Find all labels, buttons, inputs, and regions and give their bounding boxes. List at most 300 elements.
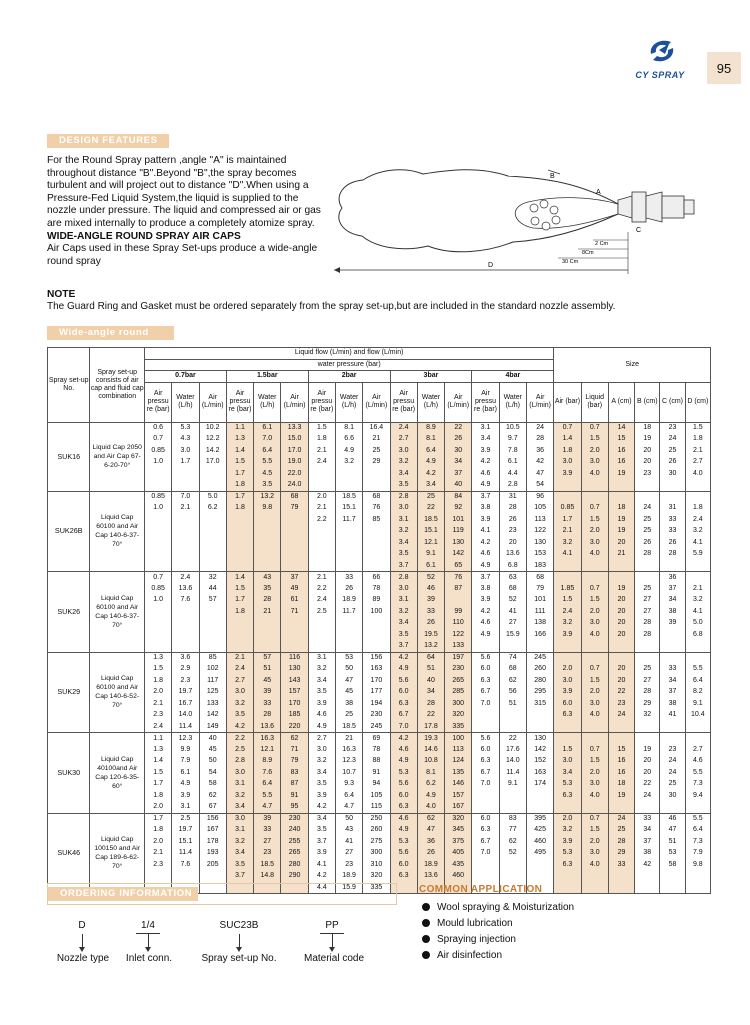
- table-cell: [172, 560, 199, 572]
- table-cell: 157: [281, 687, 308, 699]
- table-row: [48, 629, 711, 641]
- table-row: [48, 698, 711, 710]
- table-cell: 265: [445, 675, 472, 687]
- table-cell: [635, 882, 660, 894]
- table-row: [48, 606, 711, 618]
- table-cell: 3.1: [308, 652, 335, 664]
- table-cell: 24.0: [281, 480, 308, 492]
- table-cell: [581, 733, 608, 745]
- table-cell: [581, 721, 608, 733]
- table-cell: 68: [363, 491, 390, 503]
- table-cell: 300: [445, 698, 472, 710]
- table-cell: [581, 572, 608, 584]
- table-cell: 6.8: [685, 629, 710, 641]
- table-cell: 1.4: [226, 445, 253, 457]
- table-cell: 2.8: [390, 491, 417, 503]
- table-cell: [226, 526, 253, 538]
- order-code-material: PP: [325, 920, 339, 931]
- table-cell: 36: [526, 445, 553, 457]
- table-cell: 1.3: [226, 434, 253, 446]
- table-cell: [608, 560, 634, 572]
- header-air-pressure: Air pressu re (bar): [472, 382, 499, 422]
- table-cell: [635, 480, 660, 492]
- table-cell: 300: [363, 848, 390, 860]
- table-cell: 5.6: [472, 733, 499, 745]
- table-cell: 24: [608, 710, 634, 722]
- table-cell: 124: [445, 756, 472, 768]
- table-cell: 3.0: [390, 445, 417, 457]
- table-row: [48, 871, 711, 883]
- table-cell: [172, 871, 199, 883]
- table-cell: [308, 629, 335, 641]
- table-cell: 30: [660, 468, 685, 480]
- header-water: Water (L/h): [254, 382, 281, 422]
- table-cell: 1.8: [226, 503, 253, 515]
- table-cell: [581, 871, 608, 883]
- bullet-icon: [422, 903, 430, 911]
- setup-number: SUK26: [48, 572, 90, 653]
- table-cell: 240: [281, 825, 308, 837]
- table-row: [48, 767, 711, 779]
- header-spray-setup: Spray set-up No.: [48, 348, 90, 423]
- table-cell: 5.3: [390, 767, 417, 779]
- table-row: [48, 779, 711, 791]
- table-cell: 13.6: [254, 721, 281, 733]
- table-cell: 1.8: [685, 434, 710, 446]
- table-cell: 13.6: [172, 583, 199, 595]
- table-cell: 87: [445, 583, 472, 595]
- table-cell: 16: [608, 756, 634, 768]
- note-text: The Guard Ring and Gasket must be ordered separately from the spray set-up,but are included in the standard nozzle assembly.: [47, 301, 616, 312]
- table-cell: 0.7: [581, 503, 608, 515]
- table-cell: 405: [445, 848, 472, 860]
- table-cell: 18.5: [254, 859, 281, 871]
- table-cell: 22: [417, 503, 444, 515]
- table-cell: 67: [199, 802, 226, 814]
- table-cell: [660, 802, 685, 814]
- table-cell: 91: [281, 790, 308, 802]
- table-cell: 11.7: [335, 514, 362, 526]
- table-cell: [685, 641, 710, 653]
- table-cell: [526, 641, 553, 653]
- table-cell: 33: [608, 859, 634, 871]
- table-cell: 152: [526, 756, 553, 768]
- table-cell: [172, 629, 199, 641]
- table-cell: 3.1: [390, 595, 417, 607]
- table-cell: 156: [363, 652, 390, 664]
- header-pressure-07: 0.7bar: [145, 371, 227, 383]
- table-cell: 116: [281, 652, 308, 664]
- table-cell: 14.0: [499, 756, 526, 768]
- header-size-col: D (cm): [685, 382, 710, 422]
- table-cell: 3.5: [226, 859, 253, 871]
- table-cell: 20: [608, 537, 634, 549]
- table-cell: 15: [608, 434, 634, 446]
- table-cell: 3.4: [390, 468, 417, 480]
- table-cell: 12.1: [254, 744, 281, 756]
- ordering-heading: ORDERING INFORMATION: [48, 887, 198, 901]
- table-cell: 51: [499, 698, 526, 710]
- table-cell: 220: [281, 721, 308, 733]
- table-cell: 185: [281, 710, 308, 722]
- table-cell: 61: [281, 595, 308, 607]
- list-item: [422, 931, 574, 947]
- spray-setup-table: [47, 347, 711, 894]
- table-cell: 4.7: [335, 802, 362, 814]
- table-cell: 5.5: [685, 664, 710, 676]
- table-cell: 2.7: [685, 457, 710, 469]
- table-cell: 1.5: [581, 756, 608, 768]
- diagram-label-d: D: [488, 262, 494, 269]
- table-cell: 26: [335, 583, 362, 595]
- table-cell: 142: [526, 744, 553, 756]
- table-cell: 6.4: [685, 675, 710, 687]
- table-cell: 6.1: [172, 767, 199, 779]
- table-cell: 38: [660, 606, 685, 618]
- table-cell: 25: [335, 710, 362, 722]
- table-cell: 205: [199, 859, 226, 871]
- table-cell: 7.0: [472, 698, 499, 710]
- table-cell: [472, 871, 499, 883]
- table-cell: 3.9: [172, 790, 199, 802]
- table-cell: 4.5: [254, 468, 281, 480]
- table-cell: [499, 641, 526, 653]
- table-cell: [199, 468, 226, 480]
- table-cell: 2.3: [145, 859, 172, 871]
- table-cell: [145, 480, 172, 492]
- table-cell: 2.0: [581, 606, 608, 618]
- cy-spray-logo-icon: [645, 36, 679, 66]
- table-cell: 10.5: [499, 422, 526, 434]
- table-cell: 4.9: [335, 445, 362, 457]
- table-cell: 39: [254, 687, 281, 699]
- table-row: [48, 434, 711, 446]
- table-cell: 18: [635, 422, 660, 434]
- table-cell: 65: [445, 560, 472, 572]
- table-cell: [145, 629, 172, 641]
- table-cell: 4.4: [499, 468, 526, 480]
- table-cell: 5.0: [199, 491, 226, 503]
- table-cell: [635, 641, 660, 653]
- table-cell: 18.9: [417, 859, 444, 871]
- table-cell: 62: [281, 733, 308, 745]
- table-cell: [199, 606, 226, 618]
- table-cell: 11.4: [172, 721, 199, 733]
- table-cell: 84: [445, 491, 472, 503]
- table-cell: 4.7: [254, 802, 281, 814]
- table-cell: 1.1: [145, 733, 172, 745]
- table-cell: [635, 802, 660, 814]
- table-cell: 8.2: [685, 687, 710, 699]
- table-cell: 52: [417, 572, 444, 584]
- table-cell: 4.1: [685, 537, 710, 549]
- table-cell: [226, 537, 253, 549]
- table-cell: 37: [660, 687, 685, 699]
- table-cell: 6.3: [472, 825, 499, 837]
- table-cell: 310: [363, 859, 390, 871]
- table-cell: 7.0: [472, 779, 499, 791]
- application-text: Spraying injection: [437, 933, 516, 945]
- table-cell: 14.2: [199, 445, 226, 457]
- setup-number: SUK16: [48, 422, 90, 491]
- table-cell: 19: [608, 526, 634, 538]
- table-cell: 9.4: [685, 790, 710, 802]
- table-cell: 18.5: [335, 721, 362, 733]
- common-application-heading: COMMON APPLICATION: [419, 884, 543, 895]
- table-cell: [254, 618, 281, 630]
- table-cell: 6.1: [499, 457, 526, 469]
- table-cell: 19: [608, 514, 634, 526]
- table-cell: [226, 514, 253, 526]
- table-cell: 113: [526, 514, 553, 526]
- bullet-icon: [422, 919, 430, 927]
- table-cell: [226, 641, 253, 653]
- table-cell: 295: [526, 687, 553, 699]
- table-cell: 6.3: [472, 675, 499, 687]
- header-size: Size: [554, 348, 711, 383]
- table-cell: [685, 491, 710, 503]
- header-liquid-flow: Liquid flow (L/min) and flow (L/min): [145, 348, 554, 360]
- table-cell: 4.9: [417, 790, 444, 802]
- table-cell: 92: [445, 503, 472, 515]
- table-cell: 1.5: [308, 422, 335, 434]
- table-cell: 4.9: [308, 721, 335, 733]
- table-cell: 4.6: [472, 549, 499, 561]
- table-cell: 6.7: [472, 836, 499, 848]
- table-cell: 1.8: [308, 434, 335, 446]
- table-cell: [172, 514, 199, 526]
- header-air-flow: Air (L/min): [445, 382, 472, 422]
- table-cell: 41: [335, 836, 362, 848]
- table-cell: [526, 859, 553, 871]
- table-row: [48, 583, 711, 595]
- table-cell: 29: [635, 698, 660, 710]
- table-cell: 6.3: [390, 802, 417, 814]
- table-cell: 87: [281, 779, 308, 791]
- header-water: Water (L/h): [335, 382, 362, 422]
- table-cell: 27: [254, 836, 281, 848]
- header-size-col: C (cm): [660, 382, 685, 422]
- table-cell: 2.0: [554, 664, 581, 676]
- table-cell: 14.6: [417, 744, 444, 756]
- table-cell: [145, 514, 172, 526]
- table-cell: 4.9: [172, 779, 199, 791]
- brand-name: CY SPRAY: [635, 70, 685, 80]
- table-cell: 1.0: [145, 457, 172, 469]
- table-cell: 142: [199, 710, 226, 722]
- table-cell: 7.0: [254, 434, 281, 446]
- table-cell: 0.6: [145, 422, 172, 434]
- table-cell: 0.7: [554, 422, 581, 434]
- table-cell: [145, 618, 172, 630]
- table-cell: 24: [635, 790, 660, 802]
- order-code-inlet: 1/4: [141, 920, 155, 931]
- table-cell: 3.2: [226, 836, 253, 848]
- table-cell: [554, 871, 581, 883]
- table-cell: [608, 802, 634, 814]
- table-cell: [281, 560, 308, 572]
- table-cell: [363, 641, 390, 653]
- table-cell: [281, 629, 308, 641]
- table-cell: [685, 882, 710, 894]
- design-features-text: [47, 155, 322, 268]
- table-cell: 5.5: [685, 813, 710, 825]
- table-cell: 5.6: [390, 779, 417, 791]
- table-cell: 6.0: [390, 790, 417, 802]
- table-cell: 3.0: [554, 457, 581, 469]
- table-cell: 26: [660, 537, 685, 549]
- table-cell: 29: [608, 848, 634, 860]
- table-cell: 18.5: [417, 514, 444, 526]
- table-cell: 19.3: [417, 733, 444, 745]
- table-cell: [581, 491, 608, 503]
- table-cell: 1.4: [226, 572, 253, 584]
- table-cell: 64: [417, 652, 444, 664]
- table-cell: 21: [254, 606, 281, 618]
- table-cell: 38: [635, 848, 660, 860]
- table-cell: 14: [608, 422, 634, 434]
- table-cell: 6.8: [499, 560, 526, 572]
- table-cell: 40: [445, 480, 472, 492]
- table-cell: 130: [445, 537, 472, 549]
- setup-description: Liquid Cap 60100 and Air Cap 140-6-37-70°: [90, 491, 145, 572]
- table-cell: 35: [254, 583, 281, 595]
- table-cell: [554, 560, 581, 572]
- table-cell: 1.7: [226, 468, 253, 480]
- table-cell: 2.4: [308, 595, 335, 607]
- table-cell: 9.1: [499, 779, 526, 791]
- table-cell: 6.3: [390, 871, 417, 883]
- table-cell: 6.3: [554, 859, 581, 871]
- table-cell: 40: [199, 733, 226, 745]
- table-cell: [554, 733, 581, 745]
- diagram-label-a: A: [596, 189, 601, 196]
- application-text: Wool spraying & Moisturization: [437, 901, 575, 913]
- spray-pattern-diagram: [328, 152, 718, 287]
- table-cell: [581, 480, 608, 492]
- table-cell: [172, 641, 199, 653]
- table-cell: [145, 537, 172, 549]
- table-cell: 4.0: [685, 468, 710, 480]
- table-cell: 11.4: [172, 848, 199, 860]
- table-cell: 13.3: [281, 422, 308, 434]
- table-cell: [308, 618, 335, 630]
- setup-number: SUK30: [48, 733, 90, 814]
- table-cell: 15: [608, 744, 634, 756]
- table-cell: 3.0: [226, 767, 253, 779]
- table-cell: 1.8: [554, 445, 581, 457]
- table-cell: [335, 537, 362, 549]
- header-size-col: Liquid (bar): [581, 382, 608, 422]
- table-cell: [660, 882, 685, 894]
- table-cell: [608, 733, 634, 745]
- table-cell: 3.1: [226, 779, 253, 791]
- table-cell: [499, 802, 526, 814]
- table-cell: 23: [499, 526, 526, 538]
- table-row: [48, 572, 711, 584]
- table-cell: [499, 721, 526, 733]
- table-cell: [199, 480, 226, 492]
- table-cell: [472, 790, 499, 802]
- table-cell: 1.5: [581, 675, 608, 687]
- table-cell: 2.1: [308, 445, 335, 457]
- header-air-pressure: Air pressu re (bar): [390, 382, 417, 422]
- table-cell: [308, 468, 335, 480]
- table-cell: 23: [608, 698, 634, 710]
- table-cell: 6.4: [254, 445, 281, 457]
- table-cell: 33: [254, 825, 281, 837]
- table-cell: 2.0: [581, 445, 608, 457]
- table-cell: 19: [635, 434, 660, 446]
- table-row: [48, 652, 711, 664]
- table-cell: 3.9: [472, 595, 499, 607]
- table-cell: 46: [417, 583, 444, 595]
- table-cell: 2.2: [308, 514, 335, 526]
- table-cell: 245: [526, 652, 553, 664]
- table-cell: 2.2: [226, 733, 253, 745]
- table-cell: 3.5: [390, 480, 417, 492]
- table-cell: 1.7: [554, 514, 581, 526]
- table-cell: 230: [363, 710, 390, 722]
- table-cell: 51: [660, 836, 685, 848]
- table-cell: 74: [499, 652, 526, 664]
- table-row: [48, 733, 711, 745]
- table-cell: 16.7: [172, 698, 199, 710]
- table-cell: 9.8: [685, 859, 710, 871]
- table-row: [48, 549, 711, 561]
- table-cell: 17.0: [281, 445, 308, 457]
- table-cell: [145, 560, 172, 572]
- order-label-material: Material code: [303, 953, 365, 964]
- table-cell: 460: [445, 871, 472, 883]
- table-cell: 4.2: [390, 733, 417, 745]
- table-row: [48, 836, 711, 848]
- table-cell: 20: [635, 756, 660, 768]
- table-cell: 76: [363, 503, 390, 515]
- table-cell: [608, 652, 634, 664]
- table-cell: 1.4: [145, 756, 172, 768]
- table-cell: 130: [281, 664, 308, 676]
- table-cell: 3.7: [390, 560, 417, 572]
- table-cell: 77: [499, 825, 526, 837]
- table-cell: 47: [417, 825, 444, 837]
- table-cell: 41: [499, 606, 526, 618]
- table-cell: 27: [335, 848, 362, 860]
- table-cell: 76: [445, 572, 472, 584]
- table-cell: 26: [417, 618, 444, 630]
- table-cell: [363, 549, 390, 561]
- table-cell: 3.2: [308, 664, 335, 676]
- table-cell: 71: [281, 606, 308, 618]
- table-cell: [172, 606, 199, 618]
- table-cell: 102: [199, 664, 226, 676]
- table-row: [48, 756, 711, 768]
- table-cell: [145, 606, 172, 618]
- setup-description: Liquid Cap 2050 and Air Cap 67-6-20-70°: [90, 422, 145, 491]
- table-row: [48, 526, 711, 538]
- table-cell: 24: [660, 434, 685, 446]
- table-row: [48, 813, 711, 825]
- table-cell: 1.5: [581, 825, 608, 837]
- table-cell: [308, 549, 335, 561]
- table-cell: 43: [335, 825, 362, 837]
- table-cell: 10.2: [199, 422, 226, 434]
- table-cell: 5.9: [685, 549, 710, 561]
- order-label-setup: Spray set-up No.: [201, 953, 277, 964]
- table-cell: 37: [445, 468, 472, 480]
- table-cell: 1.85: [554, 583, 581, 595]
- table-cell: 3.1: [226, 825, 253, 837]
